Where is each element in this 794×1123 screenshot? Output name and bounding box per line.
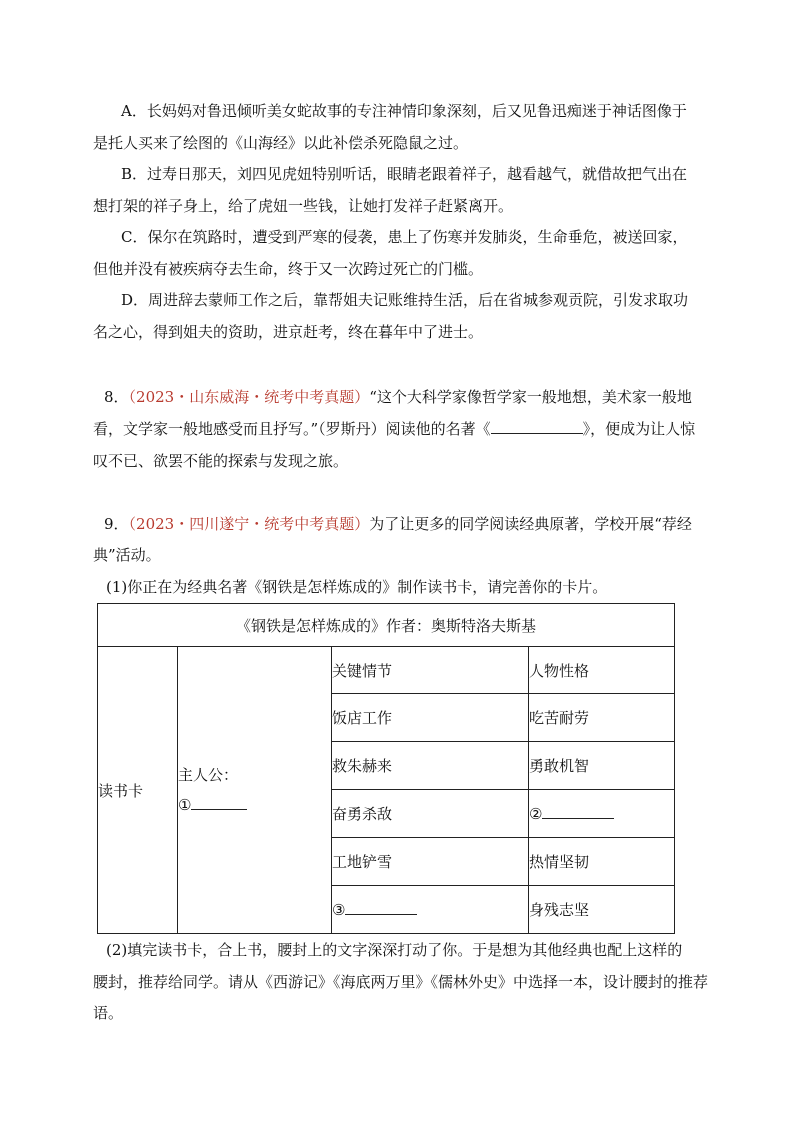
q8-line3: 叹不已、欲罢不能的探索与发现之旅。 bbox=[93, 452, 349, 470]
q9-part2-line2: 腰封，推荐给同学。请从《西游记》《海底两万里》《儒林外史》中选择一本，设计腰封的推荐 bbox=[93, 973, 709, 991]
q8-text1: “这个大科学家像哲学家一般地想，美术家一般地 bbox=[369, 388, 692, 406]
option-d-line2: 名之心，得到姐夫的资助，进京赶考，终在暮年中了进士。 bbox=[93, 323, 484, 341]
option-c-line1: C．保尔在筑路时，遭受到严寒的侵袭，患上了伤寒并发肺炎，生命垂危，被送回家， bbox=[121, 228, 688, 246]
q8-number: 8． bbox=[104, 388, 129, 406]
q9-number: 9． bbox=[104, 515, 129, 533]
q9-part2-line3: 语。 bbox=[93, 1004, 124, 1022]
blank-3-marker: ③ bbox=[332, 901, 346, 919]
event-cell: 奋勇杀敌 bbox=[332, 790, 529, 838]
option-c-line2: 但他并没有被疾病夺去生命，终于又一次跨过死亡的门槛。 bbox=[93, 260, 484, 278]
q9-text1: 为了让更多的同学阅读经典原著，学校开展“荐经 bbox=[369, 515, 692, 533]
protagonist-answer bbox=[178, 790, 331, 820]
q8-line2-end: 》，便成为让人惊 bbox=[582, 420, 696, 438]
q8-answer-blank[interactable] bbox=[491, 419, 583, 434]
event-cell: 工地铲雪 bbox=[332, 838, 529, 886]
q8-line1 bbox=[104, 387, 692, 407]
option-b-line1: B．过寿日那天，刘四见虎妞特别听话，眼睛老跟着祥子，越看越气，就借故把气出在 bbox=[121, 165, 688, 183]
trait-blank-cell bbox=[529, 790, 675, 838]
option-a-line2: 是托人买来了绘图的《山海经》以此补偿杀死隐鼠之过。 bbox=[93, 134, 469, 152]
option-d-line1: D．周进辞去蒙师工作之后，靠帮姐夫记账维持生活，后在省城参观贡院，引发求取功 bbox=[121, 291, 689, 309]
trait-cell: 吃苦耐劳 bbox=[529, 694, 675, 742]
option-b-line2: 想打架的祥子身上，给了虎妞一些钱，让她打发祥子赶紧离开。 bbox=[93, 197, 514, 215]
protagonist-cell bbox=[178, 647, 332, 934]
protagonist-label: 主人公： bbox=[178, 766, 239, 784]
q9-line2: 典”活动。 bbox=[93, 546, 161, 564]
card-title: 《钢铁是怎样炼成的》作者：奥斯特洛夫斯基 bbox=[98, 604, 675, 647]
q9-source: （2023・四川遂宁・统考中考真题） bbox=[128, 515, 370, 533]
blank-1-input[interactable] bbox=[191, 795, 247, 810]
blank-1-marker: ① bbox=[178, 796, 192, 814]
col-header-events: 关键情节 bbox=[332, 647, 529, 694]
card-label: 读书卡 bbox=[98, 647, 178, 934]
q9-part1: (1)你正在为经典名著《钢铁是怎样炼成的》制作读书卡，请完善你的卡片。 bbox=[106, 578, 608, 596]
event-blank-cell bbox=[332, 886, 529, 934]
event-cell: 饭店工作 bbox=[332, 694, 529, 742]
trait-cell: 热情坚韧 bbox=[529, 838, 675, 886]
blank-3-input[interactable] bbox=[345, 900, 417, 915]
option-a-line1: A．长妈妈对鲁迅倾听美女蛇故事的专注神情印象深刻，后又见鲁迅痴迷于神话图像于 bbox=[121, 102, 687, 120]
q8-line2-text: 看，文学家一般地感受而且抒写。”（罗斯丹）阅读他的名著《 bbox=[93, 420, 491, 438]
trait-cell: 勇敢机智 bbox=[529, 742, 675, 790]
col-header-traits: 人物性格 bbox=[529, 647, 675, 694]
trait-cell: 身残志坚 bbox=[529, 886, 675, 934]
q9-part2-line1: (2)填完读书卡，合上书，腰封上的文字深深打动了你。于是想为其他经典也配上这样的 bbox=[106, 941, 683, 959]
q9-line1 bbox=[104, 514, 692, 534]
event-cell: 救朱赫来 bbox=[332, 742, 529, 790]
q8-line2 bbox=[93, 419, 695, 439]
q8-source: （2023・山东威海・统考中考真题） bbox=[128, 388, 370, 406]
blank-2-input[interactable] bbox=[542, 804, 614, 819]
reading-card-table bbox=[97, 603, 675, 934]
blank-2-marker: ② bbox=[529, 805, 543, 823]
